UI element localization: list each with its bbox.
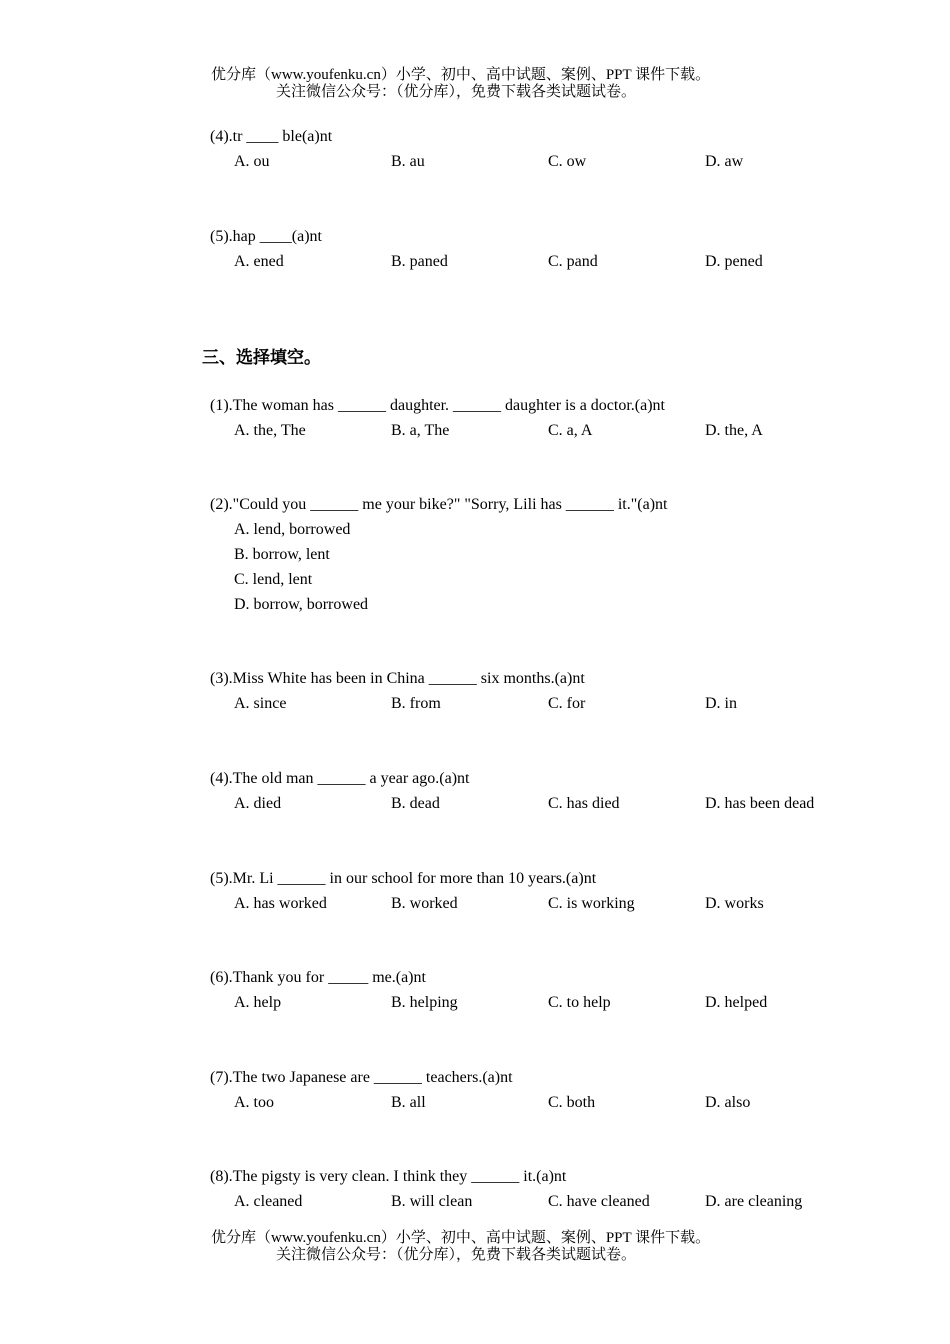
- option-d: D. works: [705, 895, 764, 912]
- option-a: A. died: [234, 795, 282, 812]
- question-stem: (4).The old man ______ a year ago.(a)nt: [210, 770, 470, 787]
- section-title: 三、选择填空。: [202, 348, 321, 368]
- option-d: D. are cleaning: [705, 1193, 803, 1210]
- option-a: A. ou: [234, 153, 270, 170]
- options-row: [210, 1189, 910, 1214]
- option-b: B. borrow, lent: [234, 546, 330, 563]
- option-a: A. the, The: [234, 422, 306, 439]
- option-d: D. pened: [705, 253, 763, 270]
- option-c: C. lend, lent: [234, 571, 313, 588]
- options-row: [210, 249, 910, 274]
- options-row: [210, 990, 910, 1015]
- header-line-1: 优分库（www.youfenku.cn）小学、初中、高中试题、案例、PPT 课件下载。: [211, 67, 711, 83]
- question-stem: (5).hap ____(a)nt: [210, 228, 322, 245]
- footer-line-1: 优分库（www.youfenku.cn）小学、初中、高中试题、案例、PPT 课件下载。: [211, 1230, 711, 1246]
- option-c: C. to help: [548, 994, 611, 1011]
- options-row: [210, 149, 910, 174]
- question-stem: (6).Thank you for _____ me.(a)nt: [210, 969, 426, 986]
- option-b: B. paned: [391, 253, 448, 270]
- page-header: [0, 67, 950, 101]
- question-2-5: [210, 224, 910, 274]
- footer-line-2: 关注微信公众号：（优分库），免费下载各类试题试卷。: [276, 1247, 637, 1263]
- option-d: D. helped: [705, 994, 768, 1011]
- option-a: A. too: [234, 1094, 274, 1111]
- option-d: D. in: [705, 695, 737, 712]
- question-stem: (4).tr ____ ble(a)nt: [210, 128, 333, 145]
- page-footer: [0, 1230, 950, 1264]
- option-c: C. is working: [548, 895, 635, 912]
- option-b: B. worked: [391, 895, 458, 912]
- question-3-1: [210, 393, 910, 443]
- option-d: D. has been dead: [705, 795, 815, 812]
- option-d: D. borrow, borrowed: [234, 596, 369, 613]
- option-d: D. the, A: [705, 422, 763, 439]
- option-c: C. both: [548, 1094, 596, 1111]
- question-stem: (8).The pigsty is very clean. I think they ______ it.(a)nt: [210, 1168, 567, 1185]
- options-row: [210, 1090, 910, 1115]
- question-2-4: [210, 124, 910, 174]
- option-b: B. will clean: [391, 1193, 473, 1210]
- question-3-5: [210, 866, 910, 916]
- option-b: B. au: [391, 153, 425, 170]
- question-stem: (1).The woman has ______ daughter. ______ daughter is a doctor.(a)nt: [210, 397, 665, 414]
- options-column: [210, 517, 910, 617]
- option-a: A. lend, borrowed: [234, 521, 351, 538]
- option-c: C. for: [548, 695, 586, 712]
- option-c: C. a, A: [548, 422, 593, 439]
- option-b: B. helping: [391, 994, 458, 1011]
- question-3-4: [210, 766, 910, 816]
- question-stem: (7).The two Japanese are ______ teachers.(a)nt: [210, 1069, 513, 1086]
- option-a: A. cleaned: [234, 1193, 303, 1210]
- option-a: A. ened: [234, 253, 284, 270]
- option-b: B. a, The: [391, 422, 450, 439]
- question-3-6: [210, 965, 910, 1015]
- options-row: [210, 418, 910, 443]
- option-b: B. dead: [391, 795, 440, 812]
- option-c: C. pand: [548, 253, 598, 270]
- option-a: A. since: [234, 695, 287, 712]
- question-stem: (3).Miss White has been in China ______ six months.(a)nt: [210, 670, 585, 687]
- header-line-2: 关注微信公众号：（优分库），免费下载各类试题试卷。: [276, 84, 637, 100]
- option-c: C. has died: [548, 795, 620, 812]
- option-a: A. has worked: [234, 895, 327, 912]
- question-stem: (2)."Could you ______ me your bike?" "Sorry, Lili has ______ it."(a)nt: [210, 496, 668, 513]
- question-3-3: [210, 666, 910, 716]
- options-row: [210, 791, 910, 816]
- options-row: [210, 891, 910, 916]
- question-3-7: [210, 1065, 910, 1115]
- option-c: C. ow: [548, 153, 587, 170]
- options-row: [210, 691, 910, 716]
- option-c: C. have cleaned: [548, 1193, 650, 1210]
- question-3-2: [210, 492, 910, 617]
- option-b: B. all: [391, 1094, 426, 1111]
- option-d: D. aw: [705, 153, 744, 170]
- option-b: B. from: [391, 695, 441, 712]
- question-stem: (5).Mr. Li ______ in our school for more than 10 years.(a)nt: [210, 870, 597, 887]
- option-a: A. help: [234, 994, 282, 1011]
- question-3-8: [210, 1164, 910, 1214]
- option-d: D. also: [705, 1094, 751, 1111]
